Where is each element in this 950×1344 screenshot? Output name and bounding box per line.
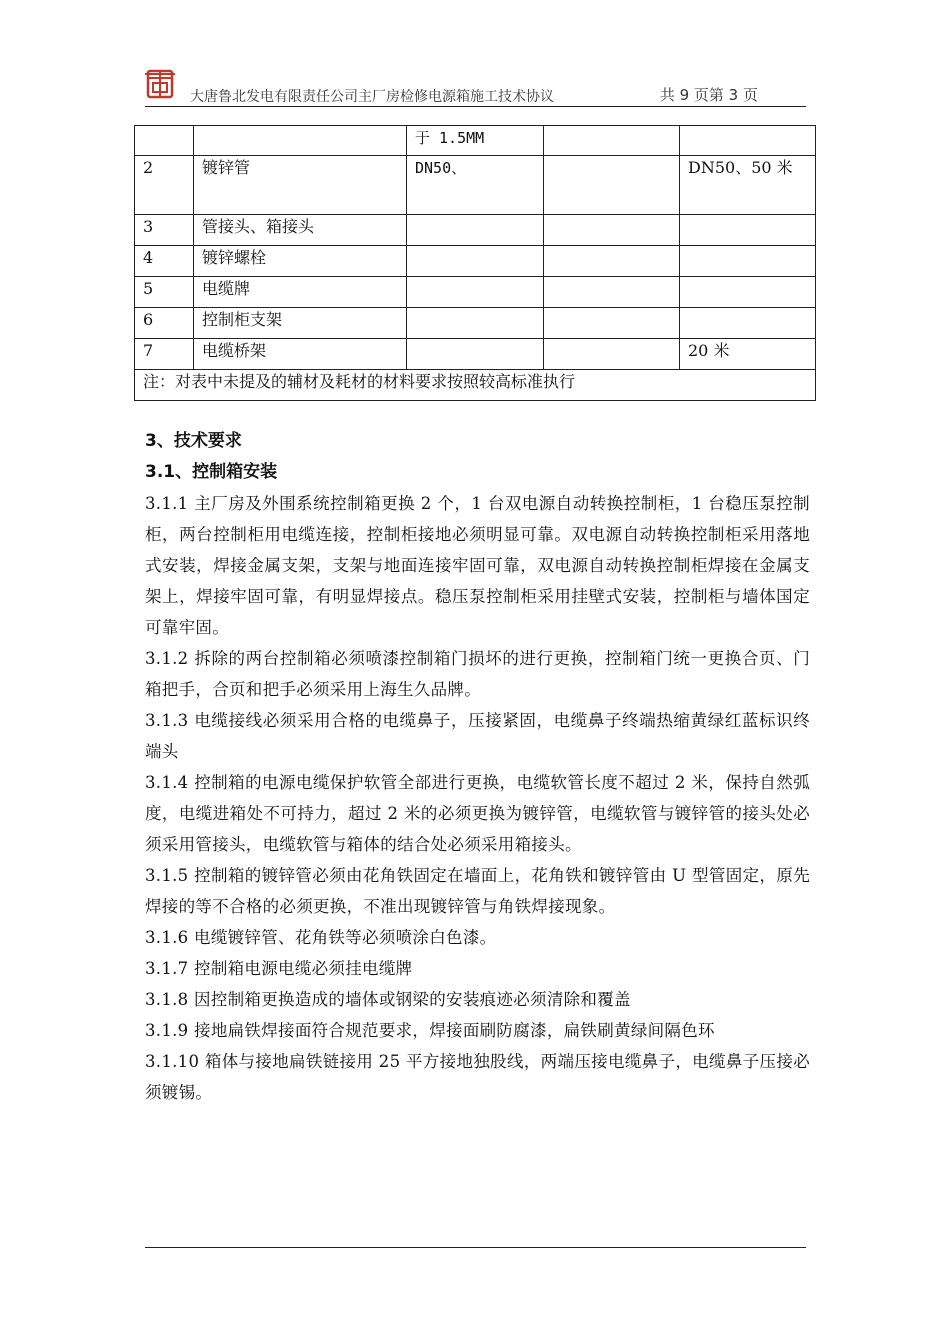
paragraph: 3.1.1 主厂房及外围系统控制箱更换 2 个，1 台双电源自动转换控制柜，1 台稳压泵控制柜，两台控制柜用电缆连接，控制柜接地必须明显可靠。双电源自动转换控制柜采用落地式安装，焊接金属支架，支架与地面连接牢固可靠，双电源自动转换控制柜焊接在金属支架上，焊接牢固可靠，有明显焊接点。稳压泵控制柜采用挂壁式安装，控制柜与墙体国定可靠牢固。 — [145, 494, 810, 637]
document-title: 大唐鲁北发电有限责任公司主厂房检修电源箱施工技术协议 — [190, 89, 554, 105]
cell-no: 4 — [135, 246, 194, 277]
cell-col4 — [544, 156, 680, 215]
cell-name: 控制柜支架 — [194, 308, 407, 339]
cell-name — [194, 126, 407, 156]
paragraph: 3.1.9 接地扁铁焊接面符合规范要求，焊接面刷防腐漆，扁铁刷黄绿间隔色环 — [145, 1021, 715, 1040]
table-row — [135, 339, 816, 370]
cell-col4 — [544, 215, 680, 246]
paragraph: 3.1.2 拆除的两台控制箱必须喷漆控制箱门损坏的进行更换，控制箱门统一更换合页、门箱把手，合页和把手必须采用上海生久品牌。 — [145, 649, 810, 699]
cell-spec — [407, 339, 544, 370]
page-header — [145, 66, 806, 107]
cell-name: 镀锌螺栓 — [194, 246, 407, 277]
table-row — [135, 156, 816, 215]
cell-spec — [407, 277, 544, 308]
paragraph: 3.1.5 控制箱的镀锌管必须由花角铁固定在墙面上，花角铁和镀锌管由 U 型管固定，原先焊接的等不合格的必须更换，不准出现镀锌管与角铁焊接现象。 — [145, 866, 810, 916]
page-number: 共 9 页第 3 页 — [659, 86, 758, 104]
paragraph: 3.1.3 电缆接线必须采用合格的电缆鼻子，压接紧固，电缆鼻子终端热缩黄绿红蓝标识终端头 — [145, 711, 810, 761]
paragraph: 3.1.6 电缆镀锌管、花角铁等必须喷涂白色漆。 — [145, 928, 497, 947]
cell-col5 — [680, 308, 816, 339]
section-heading: 3、技术要求 — [145, 431, 242, 451]
cell-col5 — [680, 246, 816, 277]
paragraph: 3.1.4 控制箱的电源电缆保护软管全部进行更换，电缆软管长度不超过 2 米，保持自然弧度，电缆进箱处不可持力，超过 2 米的必须更换为镀锌管，电缆软管与镀锌管的接头处必须采用管接头，电缆软管与箱体的结合处必须采用箱接头。 — [145, 773, 810, 854]
cell-name: 镀锌管 — [194, 156, 407, 215]
cell-no: 3 — [135, 215, 194, 246]
cell-col4 — [544, 339, 680, 370]
cell-col5 — [680, 126, 816, 156]
table-row — [135, 277, 816, 308]
cell-name: 管接头、箱接头 — [194, 215, 407, 246]
paragraph: 3.1.7 控制箱电源电缆必须挂电缆牌 — [145, 959, 413, 978]
subsection-heading: 3.1、控制箱安装 — [145, 462, 278, 482]
cell-spec — [407, 215, 544, 246]
table-note-row — [135, 370, 816, 401]
cell-col4 — [544, 308, 680, 339]
cell-col4 — [544, 277, 680, 308]
materials-table — [134, 125, 816, 401]
cell-col4 — [544, 126, 680, 156]
company-logo — [145, 68, 175, 100]
cell-spec: 于 1.5MM — [407, 126, 544, 156]
main-content — [145, 426, 810, 1108]
cell-no: 5 — [135, 277, 194, 308]
cell-no: 2 — [135, 156, 194, 215]
cell-col5 — [680, 277, 816, 308]
table-row — [135, 246, 816, 277]
table-row — [135, 215, 816, 246]
cell-no — [135, 126, 194, 156]
cell-spec — [407, 246, 544, 277]
datang-logo-icon — [145, 68, 175, 100]
footer-divider — [145, 1247, 806, 1248]
paragraph: 3.1.8 因控制箱更换造成的墙体或钢梁的安装痕迹必须清除和覆盖 — [145, 990, 631, 1009]
table-row — [135, 126, 816, 156]
cell-spec: DN50、 — [407, 156, 544, 215]
cell-col5 — [680, 215, 816, 246]
cell-name: 电缆牌 — [194, 277, 407, 308]
paragraph: 3.1.10 箱体与接地扁铁链接用 25 平方接地独股线，两端压接电缆鼻子，电缆鼻子压接必须镀锡。 — [145, 1052, 810, 1102]
table-note: 注：对表中未提及的辅材及耗材的材料要求按照较高标准执行 — [135, 370, 816, 401]
table-row — [135, 308, 816, 339]
cell-col5: 20 米 — [680, 339, 816, 370]
cell-name: 电缆桥架 — [194, 339, 407, 370]
cell-spec — [407, 308, 544, 339]
cell-no: 7 — [135, 339, 194, 370]
cell-col5: DN50、50 米 — [680, 156, 816, 215]
cell-col4 — [544, 246, 680, 277]
cell-no: 6 — [135, 308, 194, 339]
